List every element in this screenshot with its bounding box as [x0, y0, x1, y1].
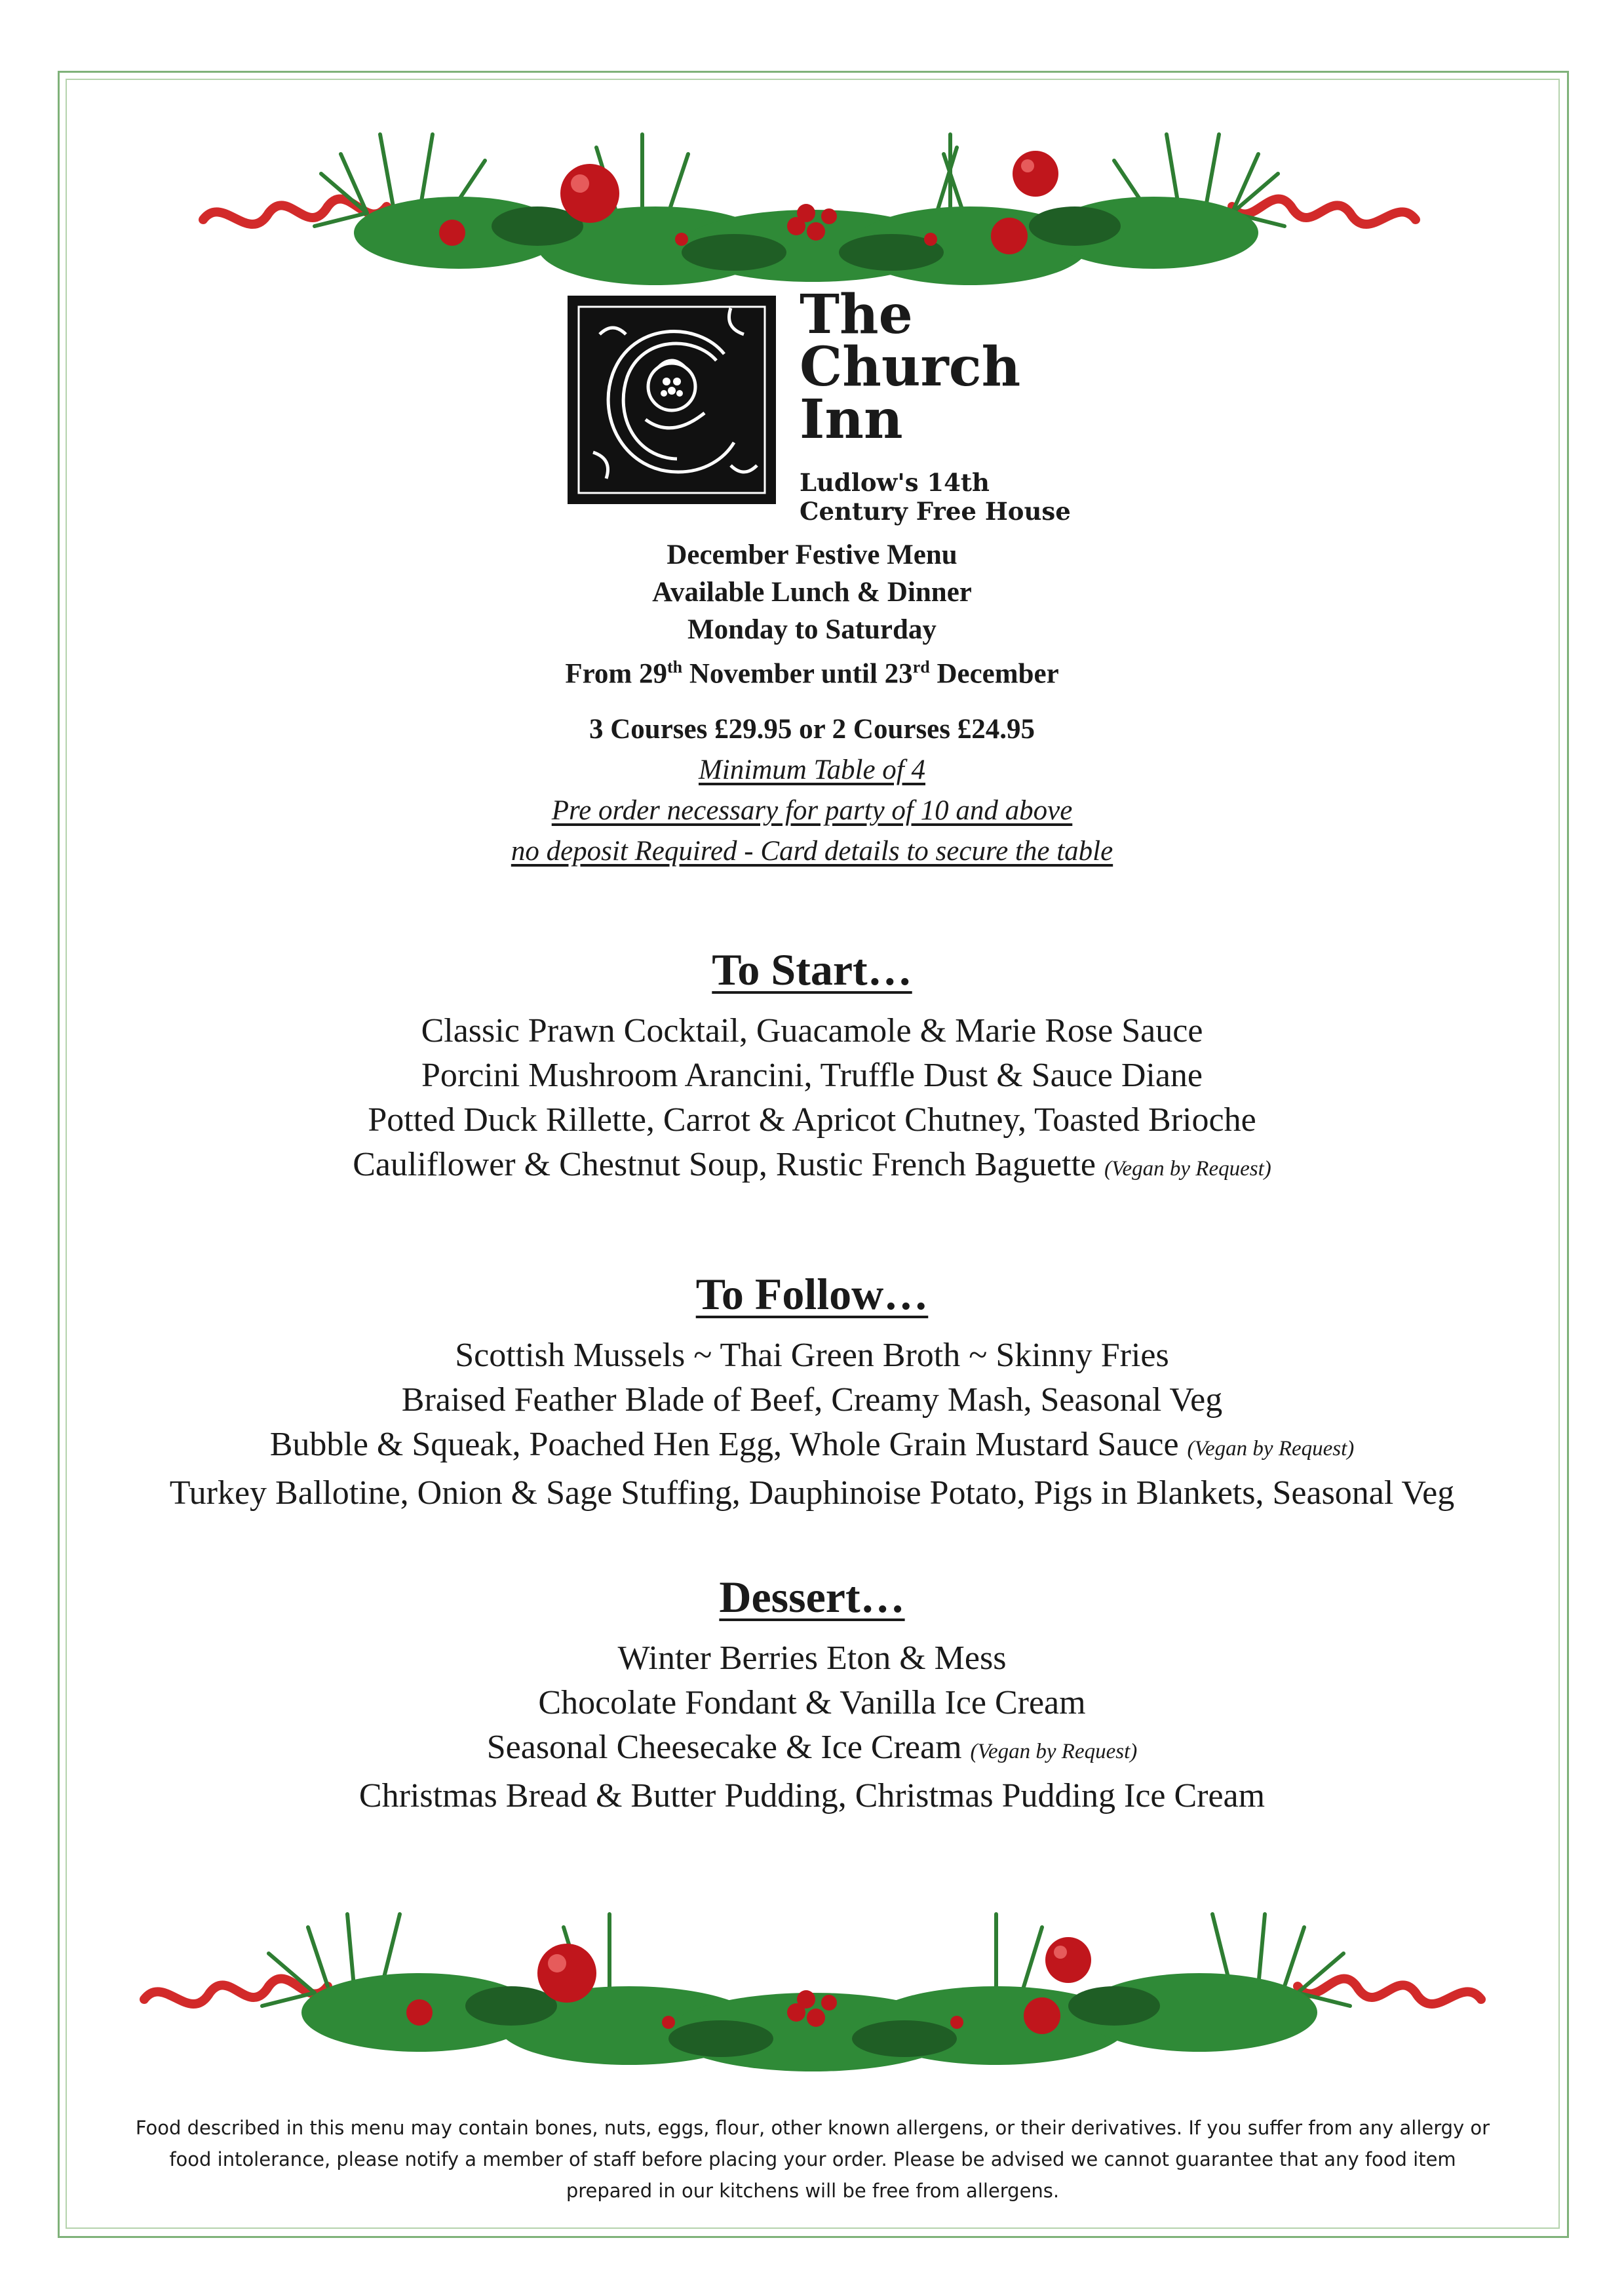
dates-prefix: From 29: [565, 658, 667, 690]
starters-title: To Start…: [712, 945, 912, 994]
menu-availability: Available Lunch & Dinner: [652, 577, 972, 608]
section-starters: [0, 944, 1624, 1191]
vegan-note: (Vegan by Request): [970, 1740, 1138, 1763]
menu-item-text: Winter Berries Eton & Mess: [617, 1639, 1007, 1677]
menu-item: [0, 1009, 1624, 1053]
menu-days: Monday to Saturday: [687, 614, 937, 645]
logo-c-monogram-icon: [567, 295, 777, 505]
menu-title: December Festive Menu: [667, 539, 957, 570]
dates-suffix: December: [929, 658, 1059, 690]
deposit-note: no deposit Required - Card details to secure the table: [511, 836, 1113, 867]
menu-item-text: Christmas Bread & Butter Pudding, Christmas Pudding Ice Cream: [358, 1777, 1266, 1814]
minimum-table: Minimum Table of 4: [698, 755, 925, 785]
dates-mid: November until 23: [682, 658, 913, 690]
menu-item-text: Scottish Mussels ~ Thai Green Broth ~ Skinny Fries: [455, 1337, 1169, 1374]
section-mains: [0, 1268, 1624, 1516]
menu-item: [0, 1636, 1624, 1681]
menu-item-text: Classic Prawn Cocktail, Guacamole & Marie Rose Sauce: [421, 1012, 1203, 1049]
pre-order-note: Pre order necessary for party of 10 and above: [551, 795, 1073, 826]
desserts-title: Dessert…: [719, 1572, 905, 1622]
garland-top-icon: [0, 82, 1624, 305]
garland-bottom-icon: [0, 1875, 1624, 2098]
menu-item: [0, 1471, 1624, 1516]
menu-item: [0, 1053, 1624, 1098]
vegan-note: (Vegan by Request): [1104, 1157, 1271, 1181]
menu-item: [0, 1681, 1624, 1725]
brand-line-2: Church: [800, 336, 1021, 399]
menu-dates: [0, 648, 1624, 692]
menu-item-text: Porcini Mushroom Arancini, Truffle Dust & Sauce Diane: [421, 1057, 1203, 1094]
menu-item: [0, 1333, 1624, 1378]
menu-item-text: Chocolate Fondant & Vanilla Ice Cream: [538, 1684, 1086, 1721]
dates-sup-1: th: [667, 657, 683, 677]
menu-item-text: Turkey Ballotine, Onion & Sage Stuffing, Dauphinoise Potato, Pigs in Blankets, Seasonal Veg: [169, 1474, 1455, 1512]
vegan-note: (Vegan by Request): [1187, 1437, 1355, 1461]
brand-line-3: Inn: [800, 388, 903, 451]
menu-item-text: Cauliflower & Chestnut Soup, Rustic French Baguette: [353, 1146, 1096, 1183]
menu-item: [0, 1725, 1624, 1774]
menu-item: [0, 1378, 1624, 1422]
course-prices: 3 Courses £29.95 or 2 Courses £24.95: [589, 714, 1035, 745]
menu-item: [0, 1422, 1624, 1471]
allergen-notice: [92, 2112, 1534, 2207]
menu-item: [0, 1098, 1624, 1143]
menu-item-text: Potted Duck Rillette, Carrot & Apricot Chutney, Toasted Brioche: [368, 1101, 1256, 1139]
mains-title: To Follow…: [695, 1269, 929, 1319]
allergen-line-1: Food described in this menu may contain bones, nuts, eggs, flour, other known allergens, or their derivatives. If you suffer from any allergy or: [135, 2117, 1490, 2139]
menu-item-text: Bubble & Squeak, Poached Hen Egg, Whole Grain Mustard Sauce: [269, 1426, 1179, 1463]
section-desserts: [0, 1571, 1624, 1818]
menu-item-text: Braised Feather Blade of Beef, Creamy Mash, Seasonal Veg: [401, 1381, 1223, 1419]
dates-sup-2: rd: [912, 657, 930, 677]
brand-tagline-2: Century Free House: [800, 497, 1071, 526]
allergen-line-2: food intolerance, please notify a member of staff before placing your order. Please be advised we cannot guarantee that any food item: [169, 2148, 1456, 2170]
pricing-block: [0, 709, 1624, 872]
menu-info: [0, 536, 1624, 692]
menu-item: [0, 1774, 1624, 1818]
brand-line-1: The: [800, 283, 913, 346]
brand-tagline-1: Ludlow's 14th: [800, 468, 990, 497]
allergen-line-3: prepared in our kitchens will be free from allergens.: [566, 2180, 1060, 2202]
brand-name: [800, 283, 1071, 526]
menu-item-text: Seasonal Cheesecake & Ice Cream: [486, 1729, 962, 1766]
menu-item: [0, 1143, 1624, 1191]
